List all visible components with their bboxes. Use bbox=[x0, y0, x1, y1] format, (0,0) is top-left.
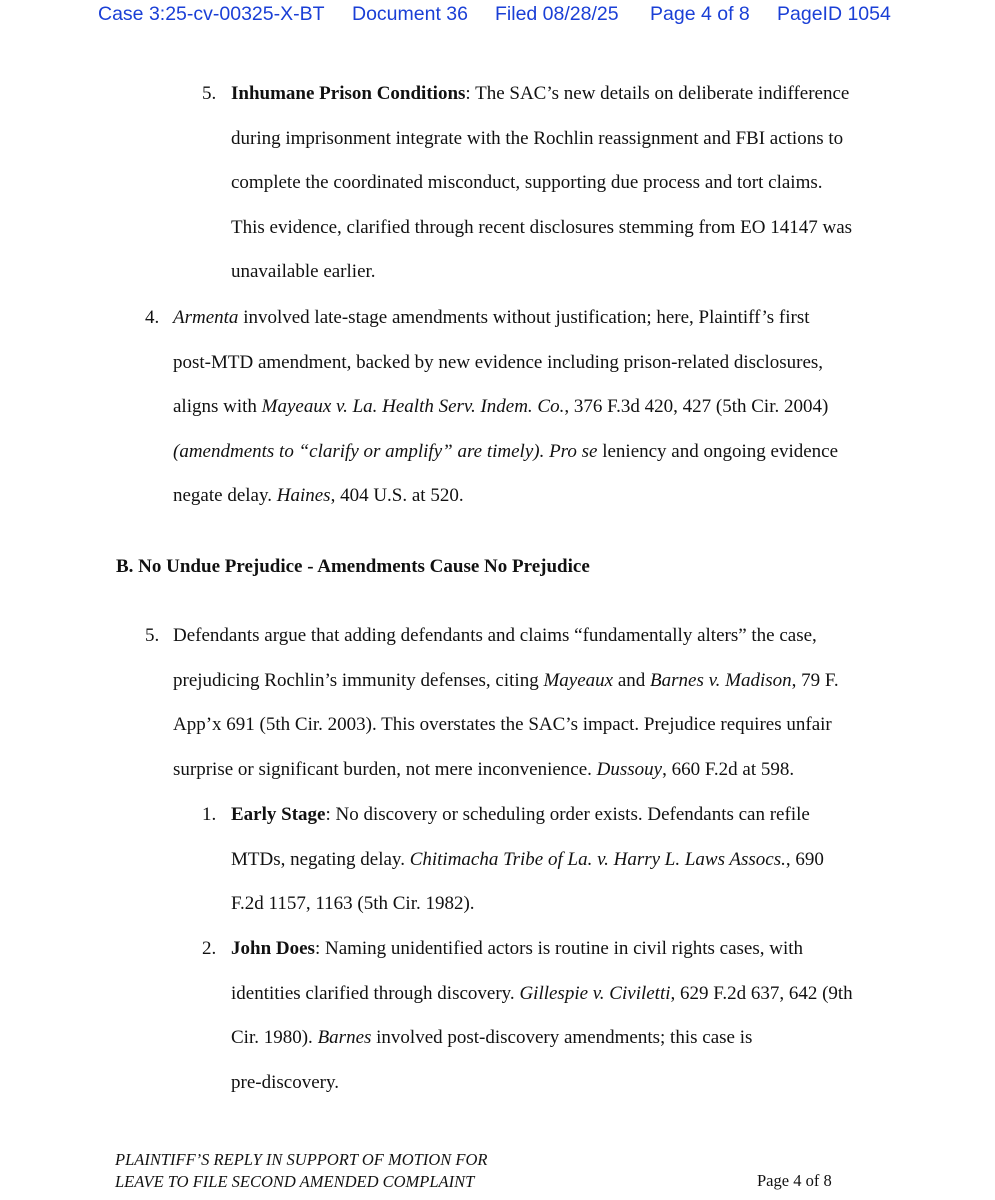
paragraph-john-does: John Does: Naming unidentified actors is routine in civil rights cases, with identities clarified through discovery. Gillespie v. Civiletti, 629 F.2d 637, 642 (9th Cir. 1980). Barnes involved post-discovery amendments; this case is pre-discovery. bbox=[231, 938, 853, 1093]
case-citation: Mayeaux bbox=[543, 669, 614, 691]
header-page-count: Page 4 of 8 bbox=[650, 3, 750, 25]
case-citation: Dussouy bbox=[596, 758, 663, 780]
filed-date: Filed 08/28/25 bbox=[495, 3, 619, 25]
paragraph-prison-conditions: Inhumane Prison Conditions: The SAC’s new details on deliberate indifference during imprisonment integrate with the Rochlin reassignment and FBI actions to complete the coordinated misconduct, supporting due process and tort claims. This evidence, clarified through recent disclosures stemming from EO 14147 was unavailable earlier. bbox=[231, 83, 853, 283]
case-citation: Armenta bbox=[173, 307, 239, 328]
case-citation: Chitimacha Tribe of La. v. Harry L. Laws Assocs. bbox=[409, 848, 786, 870]
footer-document-title: PLAINTIFF’S REPLY IN SUPPORT OF MOTION FOR LEAVE TO FILE SECOND AMENDED COMPLAINT bbox=[115, 1150, 488, 1191]
case-citation: Mayeaux v. La. Health Serv. Indem. Co. bbox=[261, 396, 565, 418]
parenthetical: (amendments to “clarify or amplify” are timely). Pro se bbox=[173, 440, 598, 462]
paragraph-prejudice: Defendants argue that adding defendants and claims “fundamentally alters” the case, prejudicing Rochlin’s immunity defenses, citing Mayeaux and Barnes v. Madison, 79 F. App’x 691 (5th Cir. 2003). This overstates the SAC’s impact. Prejudice requires unfair surprise or significant burden, not mere inconvenience. Dussouy, 660 F.2d at 598. bbox=[173, 625, 839, 780]
case-citation: Haines bbox=[276, 485, 331, 507]
case-citation: Barnes bbox=[317, 1027, 372, 1049]
sub-item-number: 2. bbox=[202, 938, 217, 959]
case-citation: Barnes v. Madison bbox=[650, 669, 792, 691]
item-title: Early Stage bbox=[231, 804, 326, 825]
paragraph-armenta: Armenta involved late-stage amendments without justification; here, Plaintiff’s first post-MTD amendment, backed by new evidence including prison-related disclosures, aligns with Mayeaux v. La. Health Serv. Indem. Co., 376 F.3d 420, 427 (5th Cir. 2004) (amendments to “clarify or amplify” are timely). Pro se leniency and ongoing evidence negate delay. Haines, 404 U.S. at 520. bbox=[173, 307, 839, 507]
item-title: Inhumane Prison Conditions bbox=[231, 83, 466, 104]
item-title: John Does bbox=[231, 938, 315, 959]
footer-page-number: Page 4 of 8 bbox=[757, 1171, 832, 1190]
paragraph-early-stage: Early Stage: No discovery or scheduling order exists. Defendants can refile MTDs, negating delay. Chitimacha Tribe of La. v. Harry L. Laws Assocs., 690 F.2d 1157, 1163 (5th Cir. 1982). bbox=[231, 804, 824, 915]
item-number: 4. bbox=[145, 307, 160, 328]
section-heading: B. No Undue Prejudice - Amendments Cause No Prejudice bbox=[116, 556, 590, 577]
filing-header bbox=[0, 0, 995, 34]
case-number: Case 3:25-cv-00325-X-BT bbox=[98, 3, 325, 25]
item-number: 5. bbox=[202, 83, 217, 104]
case-citation: Gillespie v. Civiletti bbox=[519, 982, 671, 1004]
sub-item-number: 1. bbox=[202, 804, 217, 825]
item-number: 5. bbox=[145, 625, 160, 646]
document-number: Document 36 bbox=[352, 3, 468, 25]
page-id: PageID 1054 bbox=[777, 3, 891, 25]
